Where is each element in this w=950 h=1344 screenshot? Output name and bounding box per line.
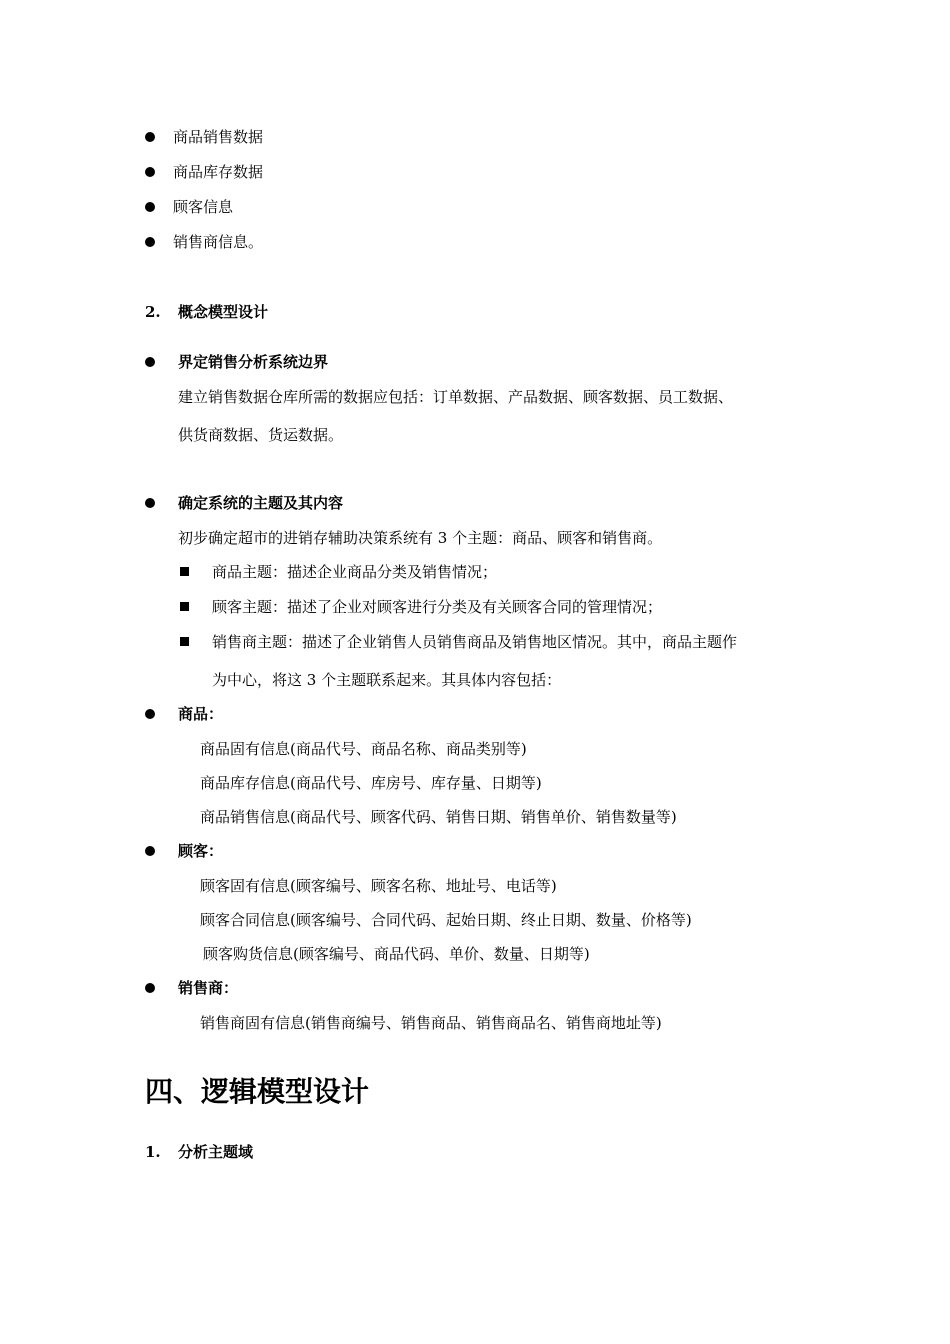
bullet-icon (145, 357, 155, 367)
bullet-icon (145, 132, 155, 142)
section-number: 2. (145, 303, 161, 321)
square-bullet-icon (180, 602, 189, 611)
sub-list-item-continued: 为中心，将这 3 个主题联系起来。其具体内容包括： (212, 671, 562, 689)
customer-heading: 顾客： (178, 842, 224, 860)
goods-item: 商品库存信息(商品代号、库房号、库存量、日期等) (200, 774, 542, 792)
chapter-title: 四、逻辑模型设计 (145, 1075, 370, 1108)
customer-item: 顾客合同信息(顾客编号、合同代码、起始日期、终止日期、数量、价格等) (200, 911, 692, 929)
bullet-icon (145, 846, 155, 856)
bullet-icon (145, 167, 155, 177)
list-item: 商品销售数据 (173, 128, 264, 146)
paragraph-line: 初步确定超市的进销存辅助决策系统有 3 个主题：商品、顾客和销售商。 (178, 529, 663, 547)
subsection-title: 分析主题域 (178, 1143, 254, 1161)
sub-list-item: 销售商主题：描述了企业销售人员销售商品及销售地区情况。其中，商品主题作 (212, 633, 738, 651)
list-item: 商品库存数据 (173, 163, 264, 181)
bullet-icon (145, 237, 155, 247)
paragraph-line: 供货商数据、货运数据。 (178, 426, 344, 444)
bullet-icon (145, 202, 155, 212)
customer-item: 顾客购货信息(顾客编号、商品代码、单价、数量、日期等) (203, 945, 590, 963)
themes-heading: 确定系统的主题及其内容 (178, 494, 344, 512)
bullet-icon (145, 709, 155, 719)
goods-item: 商品固有信息(商品代号、商品名称、商品类别等) (200, 740, 527, 758)
bullet-icon (145, 983, 155, 993)
list-item: 销售商信息。 (173, 233, 264, 251)
sub-list-item: 顾客主题：描述了企业对顾客进行分类及有关顾客合同的管理情况； (212, 598, 663, 616)
list-item: 顾客信息 (173, 198, 234, 216)
goods-item: 商品销售信息(商品代号、顾客代码、销售日期、销售单价、销售数量等) (200, 808, 677, 826)
subsection-number: 1. (145, 1143, 161, 1161)
goods-heading: 商品： (178, 705, 224, 723)
sub-list-item: 商品主题：描述企业商品分类及销售情况； (212, 563, 498, 581)
square-bullet-icon (180, 637, 189, 646)
seller-item: 销售商固有信息(销售商编号、销售商品、销售商品名、销售商地址等) (200, 1014, 662, 1032)
seller-heading: 销售商： (178, 979, 239, 997)
square-bullet-icon (180, 567, 189, 576)
paragraph-line: 建立销售数据仓库所需的数据应包括：订单数据、产品数据、顾客数据、员工数据、 (178, 388, 734, 406)
section-title: 概念模型设计 (178, 303, 269, 321)
customer-item: 顾客固有信息(顾客编号、顾客名称、地址号、电话等) (200, 877, 557, 895)
bullet-icon (145, 498, 155, 508)
boundary-heading: 界定销售分析系统边界 (178, 353, 329, 371)
